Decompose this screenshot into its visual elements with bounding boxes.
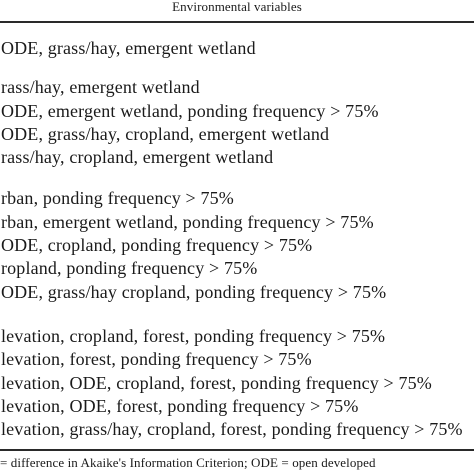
table-row: levation, cropland, forest, ponding frequency > 75% xyxy=(1,326,386,346)
bottom-rule xyxy=(0,449,474,451)
table-row: rban, ponding frequency > 75% xyxy=(1,188,234,208)
table-row: rass/hay, emergent wetland xyxy=(1,77,200,97)
table-row: rban, emergent wetland, ponding frequency > 75% xyxy=(1,212,374,232)
table-row: ropland, ponding frequency > 75% xyxy=(1,258,258,278)
table-row: ODE, cropland, ponding frequency > 75% xyxy=(1,235,313,255)
table-row: levation, forest, ponding frequency > 75% xyxy=(1,349,312,369)
table-row: levation, grass/hay, cropland, forest, ponding frequency > 75% xyxy=(1,419,463,439)
table-footnote: = difference in Akaike's Information Criterion; ODE = open developed xyxy=(0,455,376,470)
table-row: ODE, grass/hay, emergent wetland xyxy=(1,38,256,58)
table-row: ODE, grass/hay cropland, ponding frequency > 75% xyxy=(1,282,387,302)
table-row: ODE, grass/hay, cropland, emergent wetland xyxy=(1,124,330,144)
column-header: Environmental variables xyxy=(172,0,302,14)
table-row: levation, ODE, forest, ponding frequency > 75% xyxy=(1,396,359,416)
table-row: levation, ODE, cropland, forest, ponding frequency > 75% xyxy=(1,373,432,393)
top-rule xyxy=(0,21,474,23)
table-row: rass/hay, cropland, emergent wetland xyxy=(1,147,274,167)
table-row: ODE, emergent wetland, ponding frequency > 75% xyxy=(1,101,379,121)
